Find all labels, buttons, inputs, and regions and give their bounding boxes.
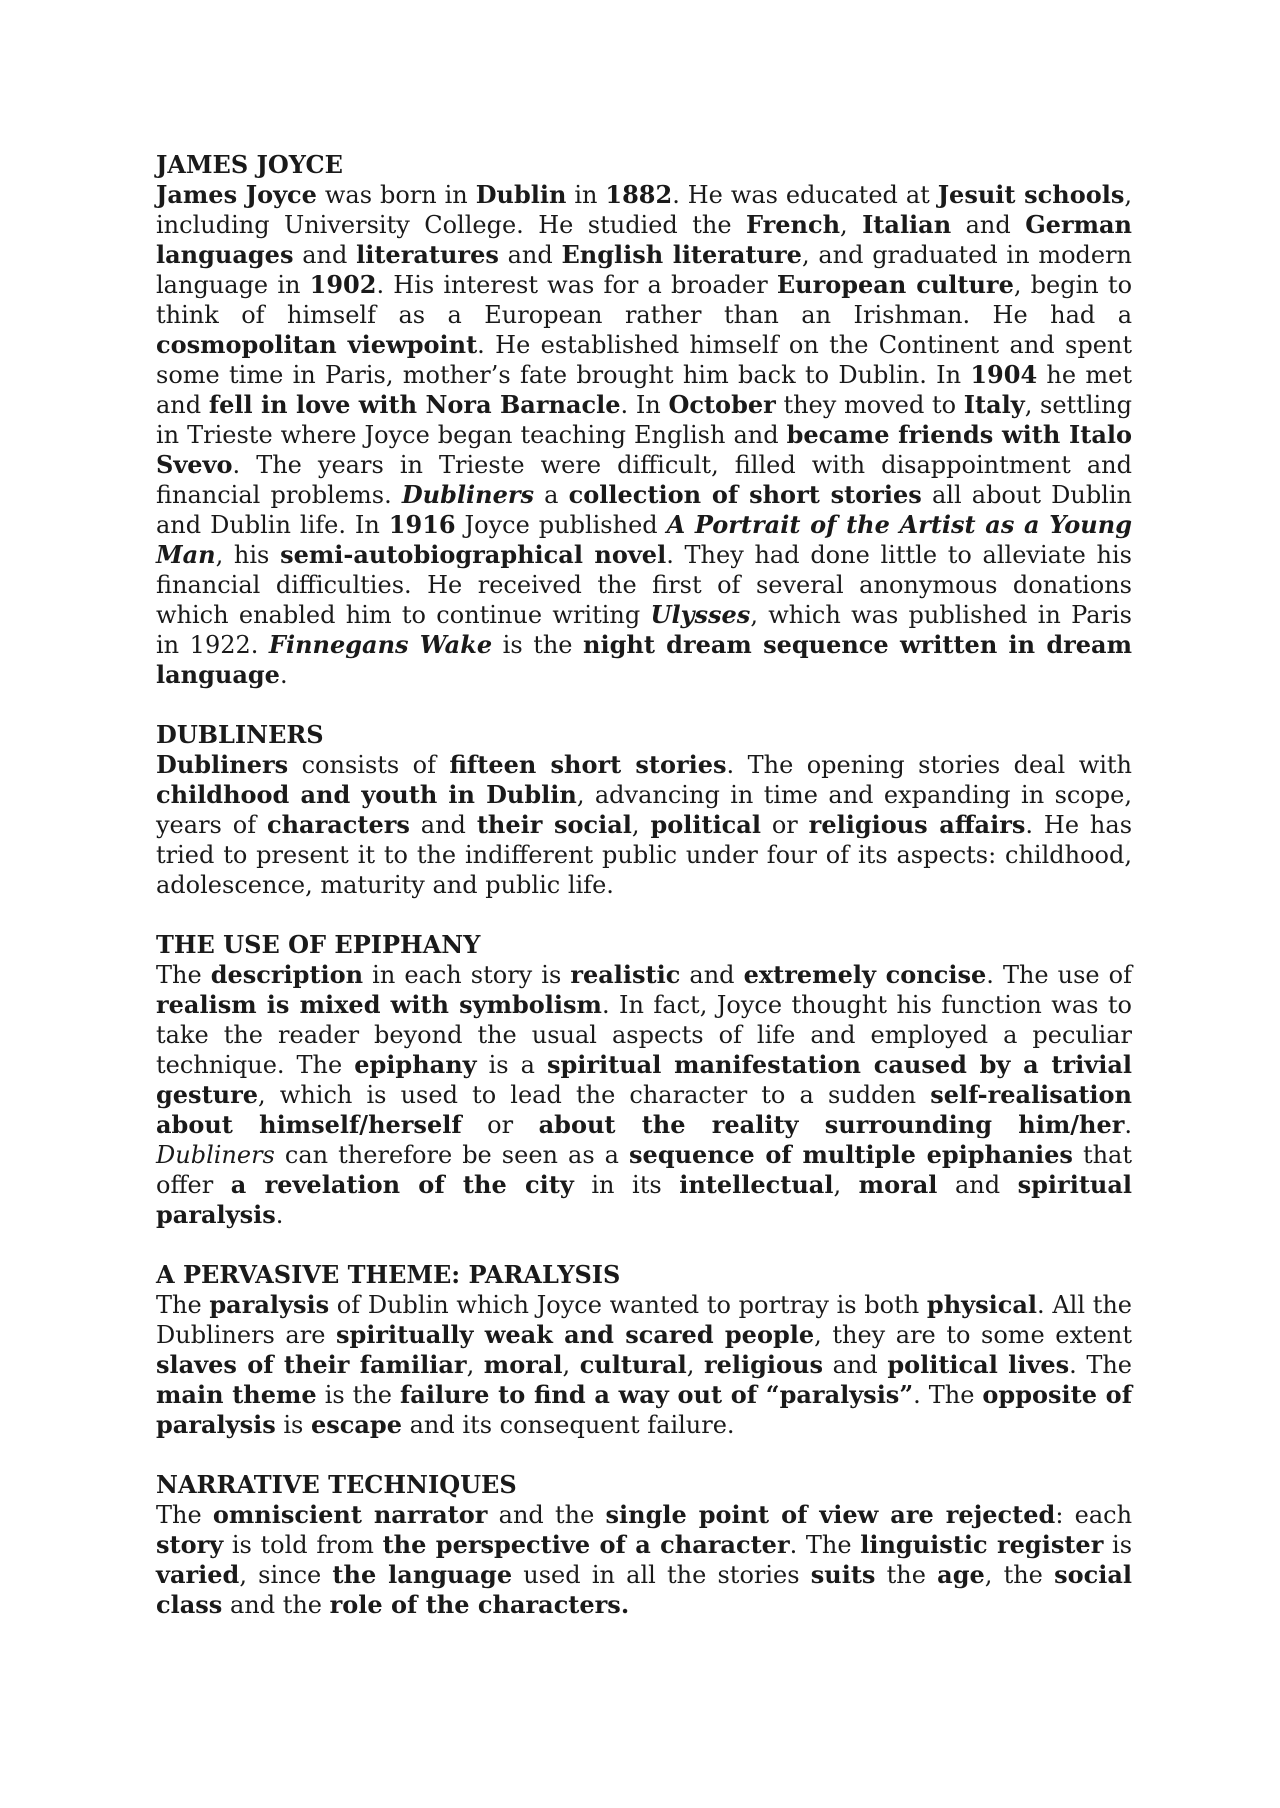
emphasis-text: the language — [332, 1560, 513, 1589]
body-text: and the — [487, 1501, 606, 1529]
emphasis-text: 1916 — [388, 510, 456, 539]
section-heading: DUBLINERS — [156, 720, 324, 749]
body-text: . The opening stories deal with — [726, 751, 1133, 779]
emphasis-text: 1902 — [309, 270, 377, 299]
emphasis-text: moral — [858, 1170, 938, 1199]
emphasis-text: failure to find a way out of “paralysis” — [399, 1380, 914, 1409]
body-text: . In fact, Joyce thought his function was to take the reader beyond the usual aspects of life and employed a peculiar technique. The — [156, 991, 1132, 1079]
section-paragraph — [156, 1500, 1132, 1620]
emphasis-text: became friends with Italo Svevo — [156, 420, 1133, 479]
body-text: and — [937, 1171, 1018, 1199]
section-heading: THE USE OF EPIPHANY — [156, 930, 481, 959]
emphasis-text: October — [668, 390, 776, 419]
body-text: is a — [476, 1051, 547, 1079]
body-text: is told from — [223, 1531, 383, 1559]
body-text: , since — [239, 1561, 333, 1589]
emphasis-text: spiritual manifestation caused by a trivial gesture — [156, 1050, 1132, 1109]
emphasis-text: 1904 — [970, 360, 1038, 389]
section-heading: NARRATIVE TECHNIQUES — [156, 1470, 517, 1499]
emphasis-text: single point of view are rejected — [605, 1500, 1056, 1529]
emphasis-text: 1882 — [605, 180, 673, 209]
body-text: . In — [620, 391, 669, 419]
body-text: and the — [222, 1591, 330, 1619]
emphasis-text: extremely concise — [743, 960, 987, 989]
emphasis-text: moral — [483, 1350, 563, 1379]
emphasis-text: realistic — [570, 960, 681, 989]
emphasis-text: French — [745, 210, 841, 239]
body-text: consists of — [288, 751, 450, 779]
body-text: can therefore be seen as a — [274, 1141, 630, 1169]
body-text: , which was published in Paris in 1922. — [156, 601, 1132, 659]
body-text: The — [156, 961, 211, 989]
body-text: is the — [316, 1381, 400, 1409]
body-text: The — [156, 1501, 213, 1529]
emphasis-text: religious — [703, 1350, 823, 1379]
body-text: is — [275, 1411, 311, 1439]
body-text: . — [1124, 1111, 1132, 1139]
body-text: was born in — [316, 181, 476, 209]
body-text: , — [833, 1171, 859, 1199]
section-paragraph — [156, 960, 1132, 1230]
emphasis-text: main theme — [156, 1380, 317, 1409]
emphasis-text: European culture — [776, 270, 1014, 299]
body-text: the — [875, 1561, 938, 1589]
section-paragraph — [156, 750, 1132, 900]
section-heading: JAMES JOYCE — [156, 150, 343, 179]
body-text: The — [156, 1291, 210, 1319]
emphasis-text: Italy — [963, 390, 1025, 419]
body-text: Joyce published — [455, 511, 667, 539]
body-text: all about Dublin and Dublin life. In — [156, 481, 1132, 539]
body-text: or — [760, 811, 809, 839]
body-text: , advancing in time and expanding in scope, years of — [156, 781, 1132, 839]
emphasis-text: epiphany — [354, 1050, 477, 1079]
body-text: , which is used to lead the character to a sudden — [258, 1081, 931, 1109]
emphasis-text: Dubliners — [156, 750, 289, 779]
body-text: he met and — [156, 361, 1132, 419]
emphasis-text: Ulysses — [650, 600, 751, 629]
emphasis-text: realism is mixed with symbolism — [156, 990, 602, 1019]
emphasis-text: physical — [926, 1290, 1037, 1319]
body-text: , settling in Trieste where Joyce began teaching English and — [156, 391, 1133, 449]
body-text: . He established himself on the Continent and spent some time in Paris, mother’s fate brought him back to Dublin. In — [156, 331, 1132, 389]
body-text: that offer — [156, 1141, 1133, 1199]
emphasis-text: escape — [310, 1410, 402, 1439]
body-text: and — [498, 241, 562, 269]
body-text: . The use of — [986, 961, 1133, 989]
emphasis-text: intellectual — [679, 1170, 834, 1199]
body-text: . All the Dubliners are — [156, 1291, 1133, 1349]
emphasis-text: spiritual paralysis — [156, 1170, 1133, 1229]
emphasis-text: Dubliners — [156, 1141, 275, 1169]
emphasis-text: cultural — [579, 1350, 687, 1379]
emphasis-text: James Joyce — [156, 180, 317, 209]
emphasis-text: literatures — [356, 240, 499, 269]
emphasis-text: cosmopolitan viewpoint — [156, 330, 478, 359]
emphasis-text: about the reality surrounding him/her — [538, 1110, 1125, 1139]
document-section — [156, 720, 1132, 900]
emphasis-text: collection of short stories — [568, 480, 922, 509]
emphasis-text: political lives — [887, 1350, 1070, 1379]
body-text: in each story is — [363, 961, 571, 989]
body-text: . — [279, 661, 288, 689]
body-text: and — [409, 811, 477, 839]
emphasis-text: Dubliners — [401, 480, 535, 509]
emphasis-text: slaves of their familiar — [156, 1350, 467, 1379]
emphasis-text: self-realisation about himself/herself — [156, 1080, 1132, 1139]
emphasis-text: linguistic register — [860, 1530, 1104, 1559]
body-text: is the — [492, 631, 584, 659]
emphasis-text: fifteen short stories — [449, 750, 727, 779]
emphasis-text: age — [937, 1560, 985, 1589]
body-text: , including University College. He studied the — [156, 181, 1133, 239]
body-text: . They had done little to alleviate his financial difficulties. He received the first of several anonymous donations which enabled him to continue writing — [156, 541, 1132, 629]
body-text: , and graduated in modern language in — [156, 241, 1133, 299]
body-text: in its — [573, 1171, 680, 1199]
emphasis-text: semi-autobiographical novel — [280, 540, 667, 569]
emphasis-text: story — [156, 1530, 224, 1559]
emphasis-text: Italian — [862, 210, 952, 239]
body-text: they moved to — [775, 391, 964, 419]
section-heading: A PERVASIVE THEME: PARALYSIS — [156, 1260, 621, 1289]
emphasis-text: role of the characters. — [329, 1590, 630, 1619]
section-paragraph — [156, 1290, 1132, 1440]
body-text: , they are to some extent — [814, 1321, 1132, 1349]
body-text: . He has tried to present it to the indifferent public under four of its aspects: childhood, adolescence, maturity and public life. — [156, 811, 1133, 899]
emphasis-text: description — [210, 960, 364, 989]
body-text: : each — [1055, 1501, 1133, 1529]
emphasis-text: Jesuit schools — [937, 180, 1125, 209]
document-section — [156, 1260, 1132, 1440]
body-text: and its consequent failure. — [401, 1411, 735, 1439]
body-text: . The — [913, 1381, 983, 1409]
body-text: and — [951, 211, 1026, 239]
document-page — [156, 150, 1132, 1650]
body-text: in — [566, 181, 606, 209]
body-text: , his — [215, 541, 281, 569]
body-text: . — [275, 1201, 284, 1229]
body-text: , the — [984, 1561, 1055, 1589]
emphasis-text: social class — [156, 1560, 1132, 1619]
body-text: and — [293, 241, 357, 269]
emphasis-text: omniscient narrator — [212, 1500, 488, 1529]
section-paragraph — [156, 180, 1132, 690]
emphasis-text: spiritually weak and scared people — [336, 1320, 815, 1349]
body-text: or — [461, 1111, 539, 1139]
emphasis-text: German languages — [156, 210, 1132, 269]
body-text: . The years in Trieste were difficult, filled with disappointment and financial problems. — [156, 451, 1132, 509]
body-text: , — [466, 1351, 484, 1379]
emphasis-text: varied — [156, 1560, 240, 1589]
body-text: , begin to think of himself as a European rather than an Irishman. He had a — [156, 271, 1133, 329]
emphasis-text: childhood and youth in Dublin — [156, 780, 577, 809]
body-text: used in all the stories — [512, 1561, 811, 1589]
body-text: and — [823, 1351, 888, 1379]
body-text: . He was educated at — [672, 181, 938, 209]
body-text: and — [680, 961, 744, 989]
body-text: , — [562, 1351, 580, 1379]
emphasis-text: religious affairs — [808, 810, 1026, 839]
body-text: , — [840, 211, 863, 239]
emphasis-text: A Portrait of the Artist as a Young Man — [156, 510, 1132, 569]
body-text: a — [534, 481, 569, 509]
emphasis-text: a revelation of the city — [230, 1170, 574, 1199]
emphasis-text: Finnegans Wake — [268, 630, 493, 659]
emphasis-text: fell in love with Nora Barnacle — [208, 390, 621, 419]
document-section — [156, 150, 1132, 690]
body-text: is — [1103, 1531, 1133, 1559]
body-text: of Dublin which Joyce wanted to portray is both — [329, 1291, 927, 1319]
emphasis-text: English literature — [561, 240, 802, 269]
emphasis-text: night dream sequence written in dream language — [156, 630, 1132, 689]
emphasis-text: suits — [810, 1560, 876, 1589]
body-text: . His interest was for a broader — [376, 271, 777, 299]
emphasis-text: the perspective of a character — [382, 1530, 790, 1559]
document-section — [156, 1470, 1132, 1620]
emphasis-text: their social — [476, 810, 632, 839]
emphasis-text: sequence of multiple epiphanies — [629, 1140, 1073, 1169]
body-text: , — [686, 1351, 704, 1379]
emphasis-text: opposite of paralysis — [156, 1380, 1133, 1439]
document-section — [156, 930, 1132, 1230]
emphasis-text: Dublin — [475, 180, 567, 209]
body-text: . The — [1069, 1351, 1132, 1379]
body-text: . The — [789, 1531, 861, 1559]
emphasis-text: characters — [266, 810, 410, 839]
body-text: , — [631, 811, 651, 839]
emphasis-text: paralysis — [209, 1290, 330, 1319]
emphasis-text: political — [650, 810, 761, 839]
